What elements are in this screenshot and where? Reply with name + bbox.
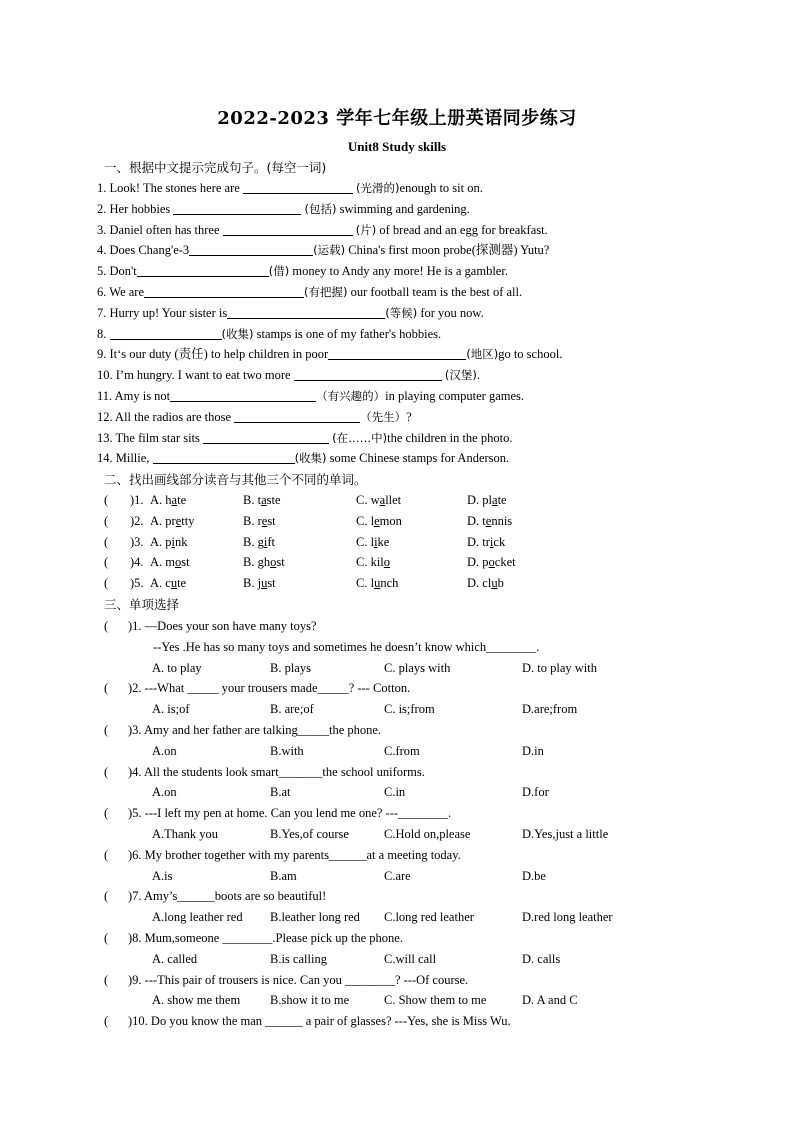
answer-bracket[interactable]: ( bbox=[104, 619, 109, 633]
option bbox=[150, 573, 186, 593]
underlined-letter: o bbox=[488, 555, 495, 570]
answer-bracket[interactable]: ( bbox=[104, 889, 109, 904]
answer-bracket[interactable]: ( bbox=[104, 576, 109, 591]
answer-blank-4[interactable] bbox=[189, 241, 313, 256]
option bbox=[356, 511, 402, 531]
answer-blank-3[interactable] bbox=[223, 221, 353, 236]
chinese-hint: (借) bbox=[268, 264, 290, 279]
section-2-heading: 二、找出画线部分读音与其他三个不同的单词。 bbox=[104, 472, 367, 487]
sentence-14 bbox=[97, 448, 509, 468]
option-choice[interactable]: A. to play bbox=[152, 660, 202, 675]
sentence-text: 10. I’m hungry. I want to eat two more bbox=[97, 368, 294, 383]
answer-bracket[interactable]: ( bbox=[104, 1014, 109, 1029]
option-choice[interactable]: D.are;from bbox=[522, 702, 578, 717]
mc-question-1-reply: --Yes .He has so many toys and sometimes he doesn’t know which________. bbox=[153, 639, 540, 654]
sentence-text: ? bbox=[406, 409, 412, 424]
option-choice[interactable]: A.on bbox=[152, 743, 177, 758]
answer-bracket[interactable]: ( bbox=[104, 847, 109, 862]
mc-question-4 bbox=[104, 762, 425, 782]
option bbox=[467, 552, 516, 572]
option bbox=[243, 573, 276, 593]
option-text: C. l bbox=[356, 513, 375, 528]
chinese-hint: (有把握) bbox=[304, 285, 348, 299]
answer-blank-5[interactable] bbox=[137, 262, 269, 277]
option-choice[interactable]: A. is;of bbox=[152, 702, 190, 717]
question-number: )5. bbox=[130, 576, 144, 591]
sentence-13 bbox=[97, 428, 512, 448]
option bbox=[243, 511, 276, 531]
chinese-hint: （先生） bbox=[360, 409, 407, 424]
sentence-text: swimming and gardening. bbox=[336, 201, 470, 216]
sentence-1 bbox=[97, 178, 483, 198]
option-choice[interactable]: D.red long leather bbox=[522, 910, 613, 925]
option-choice[interactable]: D.Yes,just a little bbox=[522, 827, 609, 841]
sentence-text: 11. Amy is not bbox=[97, 389, 171, 403]
option-choice[interactable]: C.will call bbox=[384, 951, 437, 966]
option-text: A. p bbox=[150, 534, 172, 549]
phonics-question-1 bbox=[104, 490, 507, 510]
option-choice[interactable]: B.leather long red bbox=[270, 910, 360, 925]
answer-blank-7[interactable] bbox=[227, 304, 385, 319]
option-text: nch bbox=[380, 576, 399, 591]
question-text: )4. All the students look smart_______the school uniforms. bbox=[128, 764, 425, 779]
sentence-12 bbox=[97, 407, 412, 427]
chinese-hint: (收集) bbox=[294, 451, 327, 466]
option-choice[interactable]: A.on bbox=[152, 785, 177, 800]
underlined-letter: u bbox=[261, 576, 268, 591]
option bbox=[150, 552, 190, 572]
option-text: B. r bbox=[243, 513, 262, 528]
option-text: st bbox=[276, 555, 285, 570]
option-choice[interactable]: D.for bbox=[522, 785, 549, 800]
option-text: D. t bbox=[467, 513, 486, 528]
sentence-text: 2. Her hobbies bbox=[97, 201, 174, 216]
option-choice[interactable]: D.in bbox=[522, 743, 544, 758]
sentence-text: money to Andy any more! He is a gambler. bbox=[289, 264, 508, 279]
option-choice[interactable]: B.show it to me bbox=[270, 993, 350, 1008]
underlined-letter: a bbox=[492, 493, 498, 507]
mc-question-6 bbox=[104, 845, 461, 865]
question-text: )3. Amy and her father are talking_____the phone. bbox=[128, 723, 382, 737]
chinese-hint: (汉堡) bbox=[444, 368, 477, 383]
sentence-text: the children in the photo. bbox=[387, 430, 513, 445]
question-text: )10. Do you know the man ______ a pair of glasses? ---Yes, she is Miss Wu. bbox=[128, 1014, 511, 1029]
option-choice[interactable]: C. plays with bbox=[384, 660, 451, 675]
option-text: C. l bbox=[356, 576, 375, 591]
option-choice[interactable]: A.long leather red bbox=[152, 910, 243, 925]
sentence-8 bbox=[97, 324, 441, 344]
underlined-letter: u bbox=[170, 576, 178, 591]
page-title: 2022-2023 学年七年级上册英语同步练习 bbox=[217, 108, 577, 129]
sentence-7 bbox=[97, 303, 484, 323]
option-text: C. l bbox=[356, 534, 375, 549]
underlined-letter: i bbox=[374, 534, 378, 549]
option-text: nnis bbox=[491, 513, 513, 528]
underlined-letter: i bbox=[489, 534, 494, 549]
answer-bracket[interactable]: ( bbox=[104, 764, 109, 779]
sentence-text: stamps is one of my father's hobbies. bbox=[253, 326, 442, 341]
question-text: )8. Mum,someone ________.Please pick up the phone. bbox=[128, 931, 403, 945]
option-text: D. p bbox=[467, 555, 489, 570]
option-choice[interactable]: B.is calling bbox=[270, 951, 327, 966]
sentence-text: 9. It‘s our duty (责任) to help children in poor bbox=[97, 347, 329, 362]
question-text: )5. ---I left my pen at home. Can you lend me one? ---________. bbox=[128, 806, 452, 821]
sentence-3 bbox=[97, 220, 548, 240]
answer-bracket[interactable]: ( bbox=[104, 555, 109, 570]
option-text: st bbox=[181, 555, 190, 570]
option bbox=[150, 532, 188, 552]
underlined-letter: o bbox=[175, 555, 182, 570]
answer-blank-12[interactable] bbox=[234, 408, 360, 423]
answer-blank-11[interactable] bbox=[170, 387, 316, 402]
chinese-hint: (地区) bbox=[466, 347, 499, 362]
answer-bracket[interactable]: ( bbox=[104, 972, 109, 987]
option-text: ke bbox=[377, 534, 390, 549]
mc-question-7 bbox=[104, 886, 327, 906]
option-choice[interactable]: B.at bbox=[270, 785, 291, 800]
mc-question-2 bbox=[104, 678, 411, 698]
sentence-text: . bbox=[476, 368, 480, 383]
sentence-text: in playing computer games. bbox=[385, 389, 525, 403]
mc-question-10 bbox=[104, 1011, 511, 1031]
option bbox=[356, 573, 398, 593]
sentence-11 bbox=[97, 386, 524, 406]
underlined-letter: a bbox=[261, 493, 267, 507]
option bbox=[467, 511, 512, 531]
option-text: mon bbox=[379, 513, 402, 528]
answer-bracket[interactable]: ( bbox=[104, 513, 109, 528]
page-subtitle: Unit8 Study skills bbox=[347, 139, 447, 154]
underlined-letter: e bbox=[374, 513, 380, 528]
option-text: tty bbox=[181, 513, 195, 528]
mc-question-5 bbox=[104, 803, 452, 823]
option-choice[interactable]: B.am bbox=[270, 868, 297, 883]
sentence-text: 4. Does Chang'e-3 bbox=[97, 243, 190, 258]
mc-question-3 bbox=[104, 720, 382, 740]
option-choice[interactable]: C. is;from bbox=[384, 702, 435, 717]
option-text: B. g bbox=[243, 534, 264, 549]
option-text: B. t bbox=[243, 493, 262, 507]
option-choice[interactable]: B. plays bbox=[270, 660, 311, 675]
answer-blank-9[interactable] bbox=[328, 345, 466, 360]
option-text: D. tr bbox=[467, 534, 490, 549]
answer-blank-13[interactable] bbox=[203, 429, 329, 444]
option-choice[interactable]: D. calls bbox=[522, 951, 561, 966]
chinese-hint: (等候) bbox=[385, 305, 418, 320]
option-text: A. m bbox=[150, 555, 175, 570]
option-text: ft bbox=[267, 534, 275, 549]
underlined-letter: o bbox=[383, 555, 391, 570]
option-choice[interactable]: B. are;of bbox=[270, 702, 314, 717]
chinese-hint: (在……中) bbox=[332, 430, 388, 445]
option-choice[interactable]: C. Show them to me bbox=[384, 993, 487, 1008]
chinese-hint: (收集) bbox=[221, 326, 254, 341]
option-text: cket bbox=[494, 555, 516, 570]
sentence-6 bbox=[97, 282, 522, 302]
underlined-letter: u bbox=[491, 576, 498, 591]
sentence-5 bbox=[97, 261, 508, 281]
sentence-text: 6. We are bbox=[97, 285, 145, 299]
answer-bracket[interactable]: ( bbox=[104, 493, 109, 507]
question-number: )2. bbox=[130, 513, 144, 528]
sentence-text: 1. Look! The stones here are bbox=[97, 181, 243, 195]
option bbox=[467, 490, 507, 510]
answer-blank-14[interactable] bbox=[153, 449, 295, 464]
option-choice[interactable]: A. called bbox=[152, 951, 198, 966]
sentence-10 bbox=[97, 365, 480, 385]
question-text: )6. My brother together with my parents______at a meeting today. bbox=[128, 847, 461, 862]
option-choice[interactable]: A. show me them bbox=[152, 993, 241, 1008]
answer-bracket[interactable]: ( bbox=[104, 534, 109, 549]
answer-bracket[interactable]: ( bbox=[104, 806, 109, 821]
option-text: te bbox=[177, 576, 187, 591]
chinese-hint: (包括) bbox=[304, 201, 337, 216]
option-text: nk bbox=[175, 534, 188, 549]
option-choice[interactable]: A.Thank you bbox=[152, 827, 218, 841]
mc-question-9 bbox=[104, 970, 469, 990]
phonics-question-2 bbox=[104, 511, 513, 531]
question-number: )4. bbox=[130, 555, 144, 570]
option-choice[interactable]: B.Yes,of course bbox=[270, 827, 349, 841]
option-text: st bbox=[267, 576, 276, 591]
underlined-letter: o bbox=[270, 555, 277, 570]
phonics-question-4 bbox=[104, 552, 516, 572]
section-1-heading: 一、根据中文提示完成句子。(每空一词) bbox=[104, 160, 327, 175]
sentence-text: China's first moon probe(探测器) Yutu? bbox=[345, 243, 550, 258]
underlined-letter: e bbox=[485, 513, 492, 528]
option-text: ck bbox=[493, 534, 506, 549]
sentence-9 bbox=[97, 344, 562, 364]
sentence-text: some Chinese stamps for Anderson. bbox=[326, 451, 510, 466]
sentence-text: 3. Daniel often has three bbox=[97, 222, 223, 237]
underlined-letter: u bbox=[374, 576, 381, 591]
phonics-question-5 bbox=[104, 573, 504, 593]
sentence-text: 13. The film star sits bbox=[97, 430, 204, 445]
option bbox=[356, 490, 401, 510]
option-text: ste bbox=[266, 493, 281, 507]
answer-blank-6[interactable] bbox=[144, 283, 304, 298]
option bbox=[467, 573, 504, 593]
chinese-hint: (光滑的) bbox=[356, 181, 400, 195]
option-choice[interactable]: D. A and C bbox=[522, 993, 578, 1008]
option-choice[interactable]: C.in bbox=[384, 785, 406, 800]
sentence-text: 5. Don't bbox=[97, 264, 137, 279]
option-text: te bbox=[497, 493, 507, 507]
option-text: A. pr bbox=[150, 513, 176, 528]
option bbox=[150, 511, 194, 531]
option-choice[interactable]: C.long red leather bbox=[384, 910, 474, 925]
underlined-letter: a bbox=[379, 493, 386, 507]
sentence-text: of bread and an egg for breakfast. bbox=[376, 222, 548, 237]
option-text: llet bbox=[385, 493, 402, 507]
question-text: )2. ---What _____ your trousers made_____? --- Cotton. bbox=[128, 681, 411, 696]
option-text: A. h bbox=[150, 493, 172, 507]
sentence-text: 7. Hurry up! Your sister is bbox=[97, 305, 228, 320]
option-text: B. gh bbox=[243, 555, 271, 570]
option bbox=[467, 532, 505, 552]
phonics-question-3 bbox=[104, 532, 506, 552]
option-choice[interactable]: D.be bbox=[522, 868, 546, 883]
answer-blank-10[interactable] bbox=[294, 366, 442, 381]
option-text: te bbox=[177, 493, 187, 507]
chinese-hint: (运载) bbox=[313, 243, 346, 258]
mc-question-8 bbox=[104, 928, 403, 948]
option-text: C. kil bbox=[356, 555, 384, 570]
option bbox=[243, 490, 281, 510]
option bbox=[356, 552, 390, 572]
sentence-text: enough to sit on. bbox=[399, 181, 483, 195]
underlined-letter: e bbox=[261, 513, 268, 528]
underlined-letter: i bbox=[263, 534, 268, 549]
chinese-hint: (片) bbox=[355, 222, 377, 237]
question-text: )7. Amy’s______boots are so beautiful! bbox=[128, 889, 327, 904]
option bbox=[243, 552, 285, 572]
option bbox=[243, 532, 275, 552]
answer-blank-2[interactable] bbox=[173, 200, 301, 215]
option-choice[interactable]: C.from bbox=[384, 743, 420, 758]
option-choice[interactable]: D. to play with bbox=[522, 660, 597, 675]
option-text: st bbox=[267, 513, 276, 528]
option-text: D. pl bbox=[467, 493, 492, 507]
sentence-text: 8. bbox=[97, 326, 110, 341]
option-choice[interactable]: C.Hold on,please bbox=[384, 827, 471, 841]
sentence-text: our football team is the best of all. bbox=[347, 285, 523, 299]
option-choice[interactable]: B.with bbox=[270, 743, 304, 758]
sentence-text: go to school. bbox=[498, 347, 563, 362]
section-3-heading: 三、单项选择 bbox=[104, 597, 180, 612]
sentence-4 bbox=[97, 240, 549, 260]
mc-question-1 bbox=[104, 616, 317, 636]
chinese-hint: （有兴趣的） bbox=[316, 389, 386, 403]
option-choice[interactable]: C.are bbox=[384, 868, 411, 883]
answer-bracket[interactable]: ( bbox=[104, 723, 109, 737]
option-text: D. cl bbox=[467, 576, 492, 591]
option-text: b bbox=[497, 576, 504, 591]
sentence-text: 12. All the radios are those bbox=[97, 409, 235, 424]
sentence-text: 14. Millie, bbox=[97, 451, 153, 466]
question-number: )1. bbox=[130, 493, 144, 507]
underlined-letter: i bbox=[171, 534, 176, 549]
question-text: )1. —Does your son have many toys? bbox=[128, 619, 317, 633]
option-text: C. w bbox=[356, 493, 380, 507]
answer-bracket[interactable]: ( bbox=[104, 681, 109, 696]
question-text: )9. ---This pair of trousers is nice. Can you ________? ---Of course. bbox=[128, 972, 469, 987]
underlined-letter: a bbox=[171, 493, 178, 507]
sentence-2 bbox=[97, 199, 470, 219]
answer-blank-1[interactable] bbox=[243, 179, 353, 194]
answer-blank-8[interactable] bbox=[110, 325, 222, 340]
underlined-letter: e bbox=[175, 513, 182, 528]
question-number: )3. bbox=[130, 534, 144, 549]
option bbox=[356, 532, 389, 552]
option bbox=[150, 490, 186, 510]
answer-bracket[interactable]: ( bbox=[104, 931, 109, 945]
option-text: B. j bbox=[243, 576, 262, 591]
option-text: A. c bbox=[150, 576, 171, 591]
option-choice[interactable]: A.is bbox=[152, 868, 173, 883]
sentence-text: for you now. bbox=[417, 305, 484, 320]
